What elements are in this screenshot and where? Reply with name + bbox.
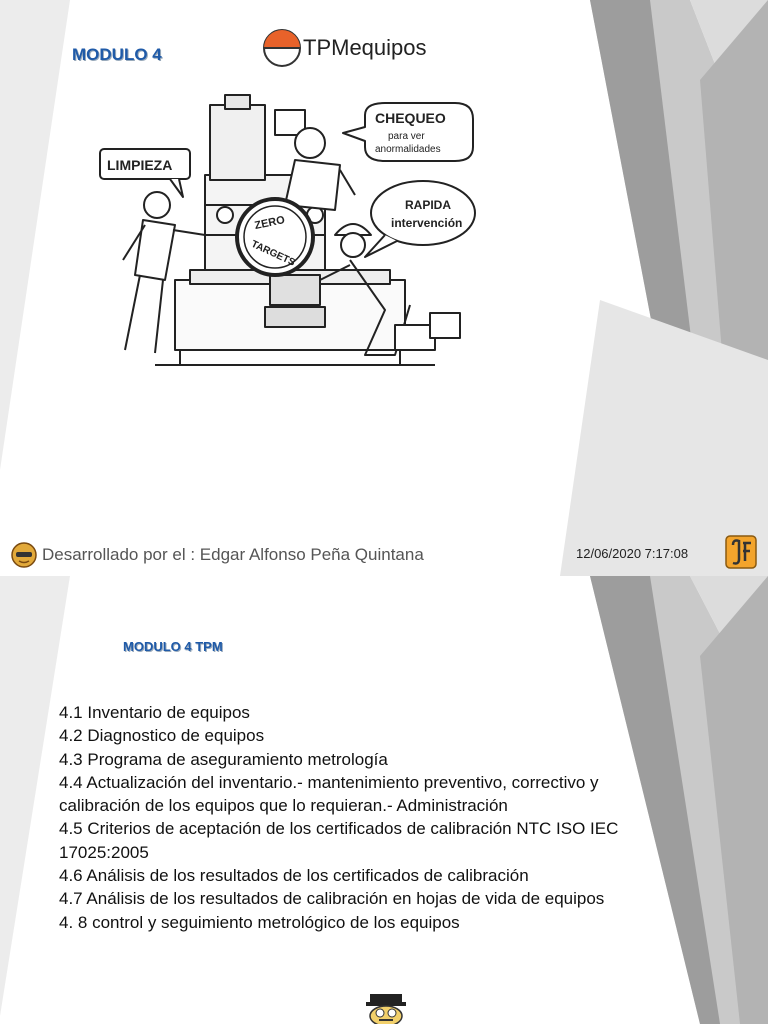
list-item: 4.5 Criterios de aceptación de los certificados de calibración NTC ISO IEC <box>59 819 619 839</box>
logo-text: TPMequipos <box>303 35 427 60</box>
list-item: 4.6 Análisis de los resultados de los certificados de calibración <box>59 866 529 886</box>
list-item: 4.2 Diagnostico de equipos <box>59 726 265 746</box>
list-item: 17025:2005 <box>59 842 149 862</box>
list-item: 4.7 Análisis de los resultados de calibración en hojas de vida de equipos <box>59 889 605 909</box>
slide-title: MODULO 4 TPM <box>123 639 223 654</box>
list-item: calibración de los equipos que lo requieran.- Administración <box>59 796 508 816</box>
bubble-limpieza-text: LIMPIEZA <box>107 157 173 173</box>
tpm-cartoon-illustration <box>95 85 495 375</box>
module-topics-list <box>59 701 699 934</box>
list-item: 4.4 Actualización del inventario.- mantenimiento preventivo, correctivo y <box>59 772 599 792</box>
footer-author: Desarrollado por el : Edgar Alfonso Peña Quintana <box>42 545 424 564</box>
tpm-logo-icon <box>262 28 302 68</box>
footer-date: 12/06/2020 7:17:08 <box>576 546 689 561</box>
list-item: 4.1 Inventario de equipos <box>59 703 250 722</box>
slide-title: MODULO 4 <box>72 45 162 64</box>
stamp-bottom-text: TARGETS <box>249 238 297 269</box>
bubble-rapida-text: RAPIDA <box>405 198 452 212</box>
bubble-chequeo-text: CHEQUEO <box>375 110 446 126</box>
brand-logo-icon <box>725 535 757 569</box>
list-item: 4. 8 control y seguimiento metrológico de los equipos <box>59 912 460 932</box>
slide-2 <box>0 576 768 1024</box>
bubble-intervencion-text: intervención <box>391 216 463 230</box>
author-avatar-icon <box>10 542 38 568</box>
list-item: 4.3 Programa de aseguramiento metrología <box>59 749 388 769</box>
mascot-character-icon <box>362 994 410 1024</box>
stamp-top-text: ZERO <box>253 214 286 233</box>
bubble-chequeo-sub2: anormalidades <box>375 144 441 155</box>
bubble-chequeo-sub1: para ver <box>388 131 425 142</box>
